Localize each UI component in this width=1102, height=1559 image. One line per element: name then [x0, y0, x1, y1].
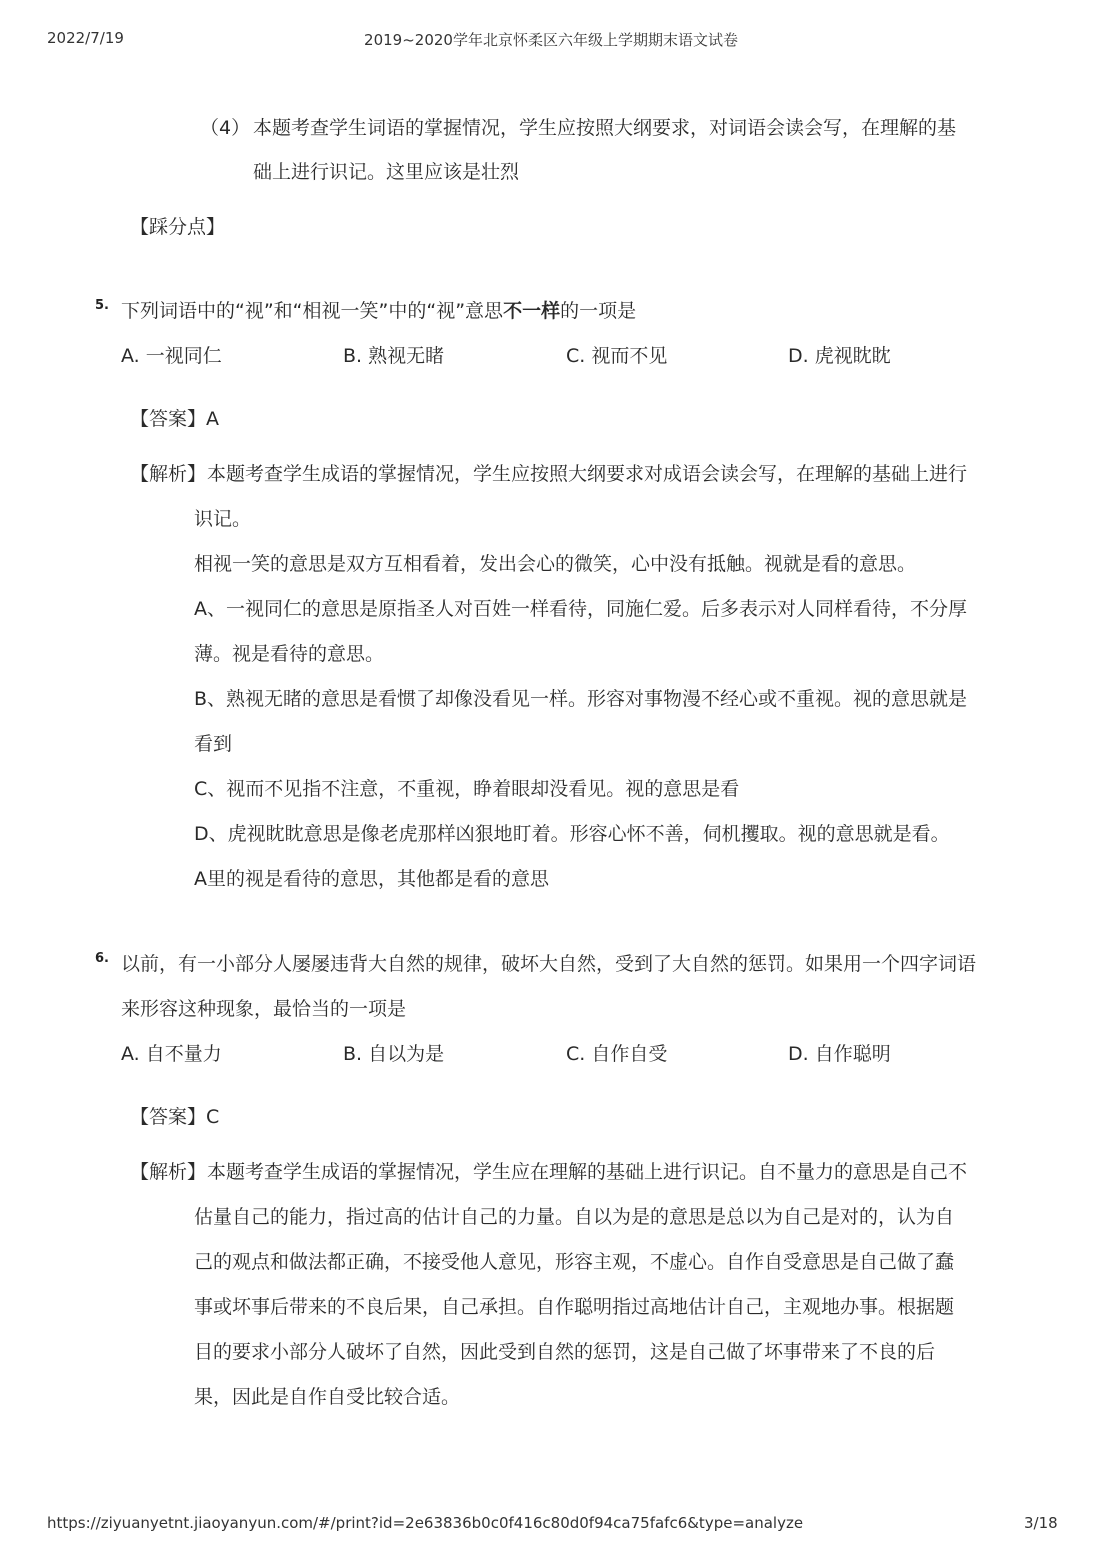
question-6-option-d: D. 自作聪明 [788, 1043, 891, 1065]
question-5-stem [121, 300, 636, 323]
question-5-option-d: D. 虎视眈眈 [788, 345, 891, 367]
footer-page-number: 3/18 [1024, 1514, 1058, 1532]
prev-item-4-line1: 本题考查学生词语的掌握情况，学生应按照大纲要求，对词语会读会写，在理解的基 [253, 117, 957, 139]
header-title: 2019~2020学年北京怀柔区六年级上学期期末语文试卷 [364, 31, 738, 49]
question-5-analysis-line-8: C、视而不见指不注意，不重视，睁着眼却没看见。视的意思是看 [194, 778, 740, 800]
question-6-stem-line-2: 来形容这种现象，最恰当的一项是 [121, 998, 407, 1020]
question-5-answer-value: A [206, 408, 220, 430]
question-6-analysis-line-3: 己的观点和做法都正确，不接受他人意见，形容主观，不虚心。自作自受意思是自己做了蠢 [194, 1251, 955, 1273]
prev-item-4-label: （4） [200, 117, 251, 139]
question-6-analysis-label: 【解析】 [130, 1161, 207, 1183]
header-date: 2022/7/19 [47, 29, 124, 47]
question-5-option-a: A. 一视同仁 [121, 345, 222, 367]
question-5-answer-label: 【答案】 [130, 408, 207, 430]
question-5-stem-pre: 下列词语中的“视”和“相视一笑”中的“视”意思 [121, 300, 504, 322]
points-label: 【踩分点】 [130, 216, 226, 238]
question-5-stem-post: 的一项是 [560, 300, 637, 322]
question-6-answer [130, 1106, 219, 1129]
question-5-analysis-line-4: A、一视同仁的意思是原指圣人对百姓一样看待，同施仁爱。后多表示对人同样看待，不分厚 [194, 598, 967, 620]
prev-item-4-line2: 础上进行识记。这里应该是壮烈 [253, 161, 520, 183]
question-5-analysis-line-7: 看到 [194, 733, 233, 755]
footer-url[interactable]: https://ziyuanyetnt.jiaoyanyun.com/#/print?id=2e63836b0c0f416c80d0f94ca75fafc6&type=analyze [47, 1514, 804, 1532]
question-5-option-b: B. 熟视无睹 [343, 345, 445, 367]
question-6-analysis-line-4: 事或坏事后带来的不良后果，自己承担。自作聪明指过高地估计自己，主观地办事。根据题 [194, 1296, 955, 1318]
question-5-analysis-line-9: D、虎视眈眈意思是像老虎那样凶狠地盯着。形容心怀不善，伺机攫取。视的意思就是看。 [194, 823, 950, 845]
question-6-stem-line-1: 以前，有一小部分人屡屡违背大自然的规律，破坏大自然，受到了大自然的惩罚。如果用一个四字词语 [121, 953, 977, 975]
question-5-analysis-line-1: 本题考查学生成语的掌握情况，学生应按照大纲要求对成语会读会写，在理解的基础上进行 [207, 463, 968, 485]
question-5-analysis-line-6: B、熟视无睹的意思是看惯了却像没看见一样。形容对事物漫不经心或不重视。视的意思就是 [194, 688, 968, 710]
question-6-analysis-line-1: 本题考查学生成语的掌握情况，学生应在理解的基础上进行识记。自不量力的意思是自己不 [207, 1161, 968, 1183]
question-5-analysis-line-3: 相视一笑的意思是双方互相看着，发出会心的微笑，心中没有抵触。视就是看的意思。 [194, 553, 917, 575]
question-5-stem-bold: 不一样 [503, 300, 561, 322]
question-6-option-a: A. 自不量力 [121, 1043, 222, 1065]
question-5-analysis-line-10: A里的视是看待的意思，其他都是看的意思 [194, 868, 549, 890]
question-6-analysis-line-2: 估量自己的能力，指过高的估计自己的力量。自以为是的意思是总以为自己是对的，认为自 [194, 1206, 955, 1228]
question-6-analysis-line-6: 果，因此是自作自受比较合适。 [194, 1386, 461, 1408]
question-6-answer-value: C [206, 1106, 220, 1128]
question-5-option-c: C. 视而不见 [566, 345, 668, 367]
question-6-answer-label: 【答案】 [130, 1106, 207, 1128]
question-5-analysis-label: 【解析】 [130, 463, 207, 485]
question-5-number: 5. [95, 298, 109, 313]
question-5-analysis-line-2: 识记。 [194, 508, 252, 530]
question-6-option-b: B. 自以为是 [343, 1043, 445, 1065]
question-5-answer [130, 408, 219, 431]
question-6-option-c: C. 自作自受 [566, 1043, 668, 1065]
question-6-number: 6. [95, 951, 109, 966]
question-6-analysis-line-5: 目的要求小部分人破坏了自然，因此受到自然的惩罚，这是自己做了坏事带来了不良的后 [194, 1341, 936, 1363]
question-5-analysis-line-5: 薄。视是看待的意思。 [194, 643, 385, 665]
